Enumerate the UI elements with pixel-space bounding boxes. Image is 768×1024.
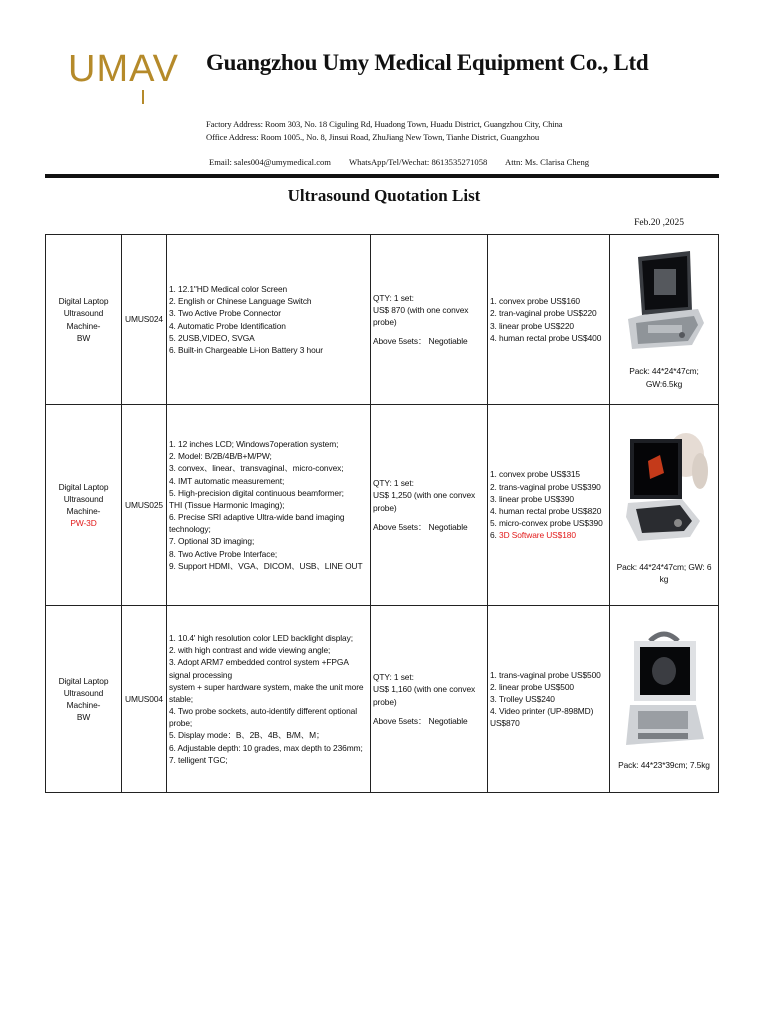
product-image-cell (610, 235, 719, 405)
option-number: 6. (490, 530, 500, 541)
qty-text: QTY: 1 set: (373, 672, 414, 683)
pack-info: Pack: 44*23*39cm; 7.5kg (618, 759, 710, 770)
price-text: US$ 1,160 (with one convex probe) (373, 684, 476, 707)
contact-email: Email: sales004@umymedical.com (209, 157, 331, 167)
feature-line: 6. Adjustable depth: 10 grades, max depth to 236mm; (169, 742, 363, 753)
option-line: 5. micro-convex probe US$390 (490, 518, 603, 529)
features-cell (167, 405, 371, 606)
option-line: 2. trans-vaginal probe US$390 (490, 481, 601, 492)
model-cell: UMUS025 (122, 405, 167, 606)
bulk-price-text: Above 5sets： Negotiable (373, 521, 468, 532)
portable-ultrasound-image (620, 627, 708, 753)
option-line: 1. convex probe US$160 (490, 296, 580, 307)
product-image-cell (610, 606, 719, 793)
product-variant-label: PW-3D (70, 518, 97, 529)
table-row (46, 405, 719, 606)
price-cell (371, 606, 488, 793)
feature-line: 4. IMT automatic measurement; (169, 475, 285, 486)
feature-line: 4. Two probe sockets, auto-identify different optional probe; (169, 706, 357, 729)
logo-wordmark: UMAV (68, 48, 179, 90)
contact-line (209, 157, 605, 167)
product-name-line: BW (76, 712, 91, 723)
features-cell (167, 235, 371, 405)
option-line: 3. Trolley US$240 (490, 693, 555, 704)
factory-address: Factory Address: Room 303, No. 18 Ciguling Rd, Huadong Town, Huadu District, Guangzhou City, China (206, 119, 563, 129)
product-name-line: Digital Laptop (58, 296, 109, 307)
option-line: 1. convex probe US$315 (490, 469, 580, 480)
model-cell: UMUS024 (122, 235, 167, 405)
feature-line: 3. Adopt ARM7 embedded control system +FPGA signal processing (169, 657, 349, 680)
options-cell (488, 405, 610, 606)
option-line: 2. linear probe US$500 (490, 681, 574, 692)
product-name-cell (46, 235, 122, 405)
table-row (46, 606, 719, 793)
table-row (46, 235, 719, 405)
feature-line: 9. Support HDMI、VGA、DICOM、USB、LINE OUT (169, 560, 363, 571)
document-date: Feb.20 ,2025 (634, 218, 684, 228)
option-line: 3. linear probe US$390 (490, 493, 574, 504)
feature-line: 3. convex、linear、transvaginal、micro-convex; (169, 463, 344, 474)
qty-text: QTY: 1 set: (373, 292, 414, 303)
product-image-cell (610, 405, 719, 606)
product-name-cell (46, 405, 122, 606)
feature-line: system + super hardware system, make the unit more stable; (169, 681, 364, 704)
contact-attn: Attn: Ms. Clarisa Cheng (505, 157, 590, 167)
bulk-price-text: Above 5sets： Negotiable (373, 336, 468, 347)
price-text: US$ 870 (with one convex probe) (373, 304, 469, 327)
office-address: Office Address: Room 1005., No. 8, Jinsui Road, ZhuJiang New Town, Tianhe District, Guangzhou (206, 132, 540, 142)
pack-info: Pack: 44*24*47cm; GW: 6 kg (616, 561, 712, 584)
option-line: 2. tran-vaginal probe US$220 (490, 308, 597, 319)
feature-line: 7. Optional 3D imaging; (169, 536, 255, 547)
company-name: Guangzhou Umy Medical Equipment Co., Ltd (206, 50, 649, 75)
feature-line: 3. Two Active Probe Connector (169, 308, 281, 319)
option-line: 1. trans-vaginal probe US$500 (490, 669, 601, 680)
header-divider (45, 174, 719, 178)
feature-line: 2. Model: B/2B/4B/B+M/PW; (169, 451, 272, 462)
product-name-line: Ultrasound Machine- (63, 493, 104, 516)
pack-info: Pack: 44*24*47cm; GW:6.5kg (629, 366, 699, 389)
model-cell: UMUS004 (122, 606, 167, 793)
feature-line: 7. telligent TGC; (169, 754, 228, 765)
document-title: Ultrasound Quotation List (287, 186, 481, 205)
option-line (490, 529, 607, 541)
feature-line: 2. with high contrast and wide viewing angle; (169, 645, 331, 656)
feature-line: 5. High-precision digital continuous beamformer; (169, 487, 344, 498)
price-text: US$ 1,250 (with one convex probe) (373, 490, 476, 513)
bulk-price-text: Above 5sets： Negotiable (373, 715, 468, 726)
option-line: 3. linear probe US$220 (490, 320, 574, 331)
feature-line: 1. 12.1"HD Medical color Screen (169, 283, 288, 294)
feature-line: 5. Display mode：B、2B、4B、B/M、M； (169, 730, 325, 741)
qty-text: QTY: 1 set: (373, 478, 414, 489)
feature-line: 2. English or Chinese Language Switch (169, 296, 312, 307)
product-name-line: Ultrasound Machine- (63, 308, 104, 331)
product-name-cell (46, 606, 122, 793)
feature-line: 5. 2USB,VIDEO, SVGA (169, 332, 255, 343)
laptop-ultrasound-image (620, 249, 708, 359)
feature-line: 6. Built-in Chargeable Li-ion Battery 3 hour (169, 344, 323, 355)
logo-mark (142, 90, 144, 104)
feature-line: 4. Automatic Probe Identification (169, 320, 286, 331)
quotation-table (45, 234, 719, 793)
product-name-line: Digital Laptop (58, 675, 109, 686)
product-name-line: BW (76, 332, 91, 343)
price-cell (371, 235, 488, 405)
option-line: 4. human rectal probe US$820 (490, 506, 602, 516)
feature-line: THI (Tissue Harmonic Imaging); (169, 499, 285, 510)
feature-line: 1. 10.4' high resolution color LED backlight display; (169, 632, 353, 643)
feature-line: 8. Two Active Probe Interface; (169, 548, 278, 559)
option-highlight: 3D Software US$180 (499, 530, 576, 541)
options-cell (488, 235, 610, 405)
company-logo (68, 48, 179, 108)
product-name-line: Ultrasound Machine- (63, 687, 104, 710)
price-cell (371, 405, 488, 606)
laptop-ultrasound-3d-image (620, 425, 708, 555)
options-cell (488, 606, 610, 793)
feature-line: 1. 12 inches LCD; Windows7operation system; (169, 438, 339, 449)
features-cell (167, 606, 371, 793)
product-name-line: Digital Laptop (58, 481, 109, 492)
option-line: 4. human rectal probe US$400 (490, 332, 602, 343)
contact-phone: WhatsApp/Tel/Wechat: 8613535271058 (349, 157, 488, 167)
option-line: 4. Video printer (UP-898MD) US$870 (490, 706, 594, 729)
feature-line: 6. Precise SRI adaptive Ultra-wide band imaging technology; (169, 512, 345, 535)
